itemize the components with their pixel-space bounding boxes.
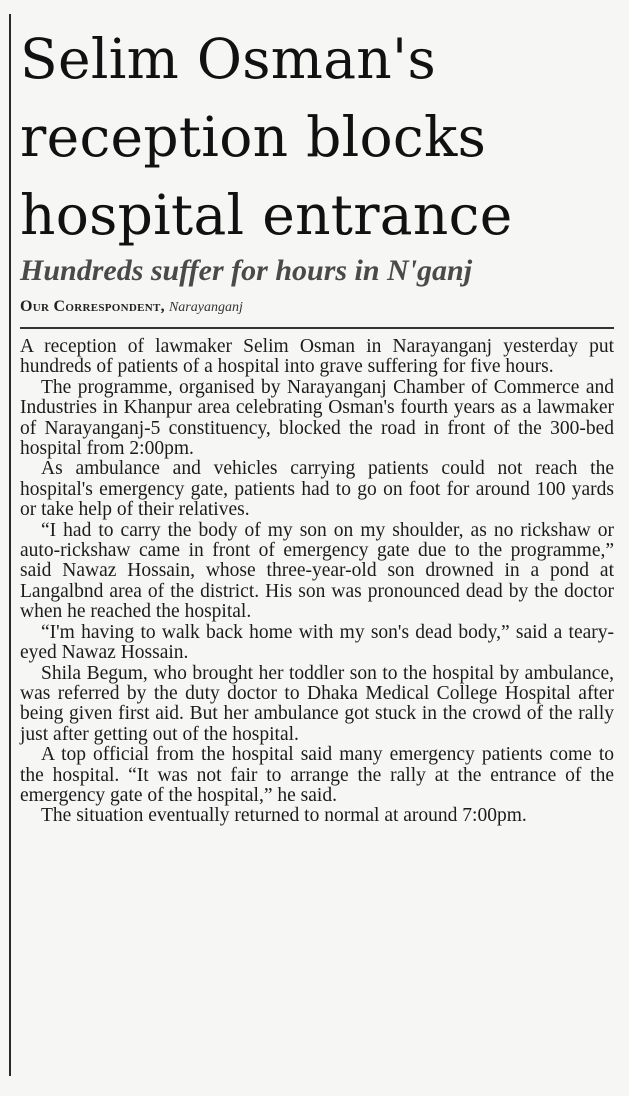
paragraph-2: The programme, organised by Narayanganj Chamber of Commerce and Industries in Khanpur area celebrating Osman's fourth years as a lawmaker of Narayanganj-5 constituency, blocked the road in front of the 300-bed hospital from 2:00pm. (20, 376, 614, 460)
left-column-rule (9, 14, 11, 1076)
paragraph-3: As ambulance and vehicles carrying patients could not reach the hospital's emergency gate, patients had to go on foot for around 100 yards or take help of their relatives. (20, 458, 614, 521)
byline-author: Our Correspondent, (20, 298, 165, 315)
headline-line-1: Selim Osman's (20, 27, 436, 91)
byline (20, 296, 614, 318)
article-body (20, 337, 614, 827)
headline-line-3: hospital entrance (20, 183, 513, 247)
paragraph-8: The situation eventually returned to normal at around 7:00pm. (41, 805, 527, 827)
paragraph-6: Shila Begum, who brought her toddler son to the hospital by ambulance, was referred by the duty doctor to Dhaka Medical College Hospital after being given first aid. But her ambulance got stuck in the crowd of the rally just after getting out of the hospital. (20, 662, 614, 745)
news-article (20, 20, 614, 827)
paragraph-5: “I'm having to walk back home with my son's dead body,” said a teary-eyed Nawaz Hossain. (20, 621, 614, 664)
byline-divider (20, 327, 614, 329)
headline (20, 20, 614, 254)
paragraph-4: “I had to carry the body of my son on my shoulder, as no rickshaw or auto-rickshaw came in front of emergency gate due to the programme,” said Nawaz Hossain, whose three-year-old son drowned in a pond at Langalbnd area of the district. His son was pronounced dead by the doctor when he reached the hospital. (20, 519, 614, 623)
headline-line-2: reception blocks (20, 105, 487, 169)
paragraph-1: A reception of lawmaker Selim Osman in Narayanganj yesterday put hundreds of patients of a hospital into grave suffering for five hours. (20, 336, 614, 378)
subheadline: Hundreds suffer for hours in N'ganj (20, 254, 473, 287)
paragraph-7: A top official from the hospital said many emergency patients come to the hospital. “It was not fair to arrange the rally at the entrance of the emergency gate of the hospital,” he said. (20, 744, 614, 806)
byline-location: Narayanganj (168, 300, 243, 315)
